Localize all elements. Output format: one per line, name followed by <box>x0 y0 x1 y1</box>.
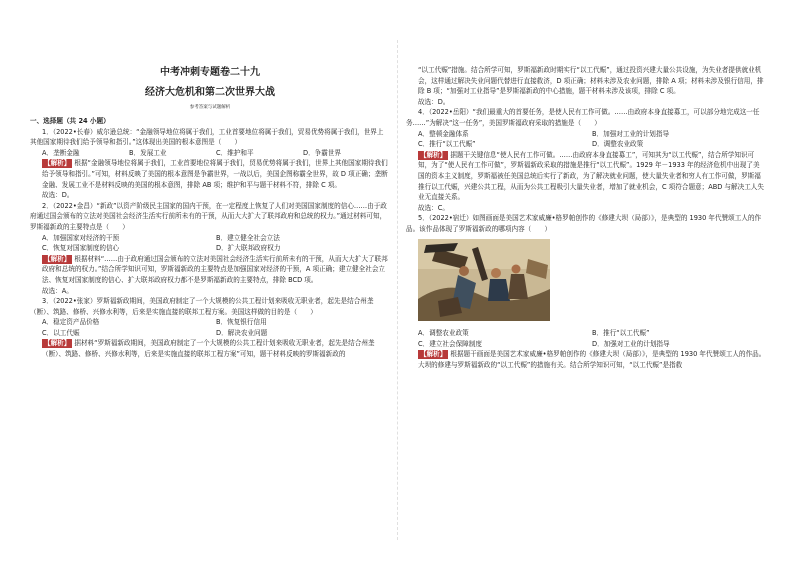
option: A．整顿金融体系 <box>418 129 469 138</box>
question-2-stem: 2．（2022•金昌）“新政”以资产阶级民主国家的国内干预，在一定程度上恢复了人们对美国国家制度的信心……由于政府通过国会颁布的立法对美国社会经济生活实行前所未有的干预，从而大大扩大了联邦政府和总统的权力。”通过材料可知，罗斯福新政的主要特点是（ ） <box>30 201 387 231</box>
question-3-stem: 3．（2022•张家）罗斯福新政期间，美国政府制定了一个大规模的公共工程计划来吸收无职业者，起先是结合州垄（断）、筑路、修桥、兴修水利等，后来是实施直接的联邦工程方案。美国这样做的目的是（ ） <box>30 297 374 316</box>
option: B．恢复银行信用 <box>216 318 267 327</box>
column-divider <box>397 40 398 540</box>
question-2-options <box>30 233 390 254</box>
option: D．调整农业政策 <box>592 140 644 149</box>
question-3-options <box>30 317 390 338</box>
question-2-answer: 故选：A。 <box>42 286 73 295</box>
analysis-tag: 【解析】 <box>420 350 447 359</box>
option: D．加强对工业的计划指导 <box>592 339 670 348</box>
option: D．争霸世界 <box>303 148 342 157</box>
question-2-analysis: 【解析】 根据材料“……由于政府通过国会颁布的立法对美国社会经济生活实行前所未有的干预，从而大大扩大了联邦政府和总统的权力。”结合所学知识可知，罗斯福新政的主要特点是加强国家对经济的干预，A 项正确；建立健全社会立法、恢复对国家制度的信心、扩大联邦政府权力都不是罗斯福新政的主要特点，排除 BCD 项。 <box>42 254 388 284</box>
question-3-analysis-continued: “以工代赈”措施。结合所学可知，罗斯福新政时期实行“以工代赈”，通过投资兴建大量公共设施，为失业者提供就业机会，这样通过解决失业问题代替进行直接救济，D 项正确；材料未涉及农业问题，排除 A 项；材料未涉及银行信用，排除 B 项；“加强对工业指导”是罗斯福新政的中心措施，题干材料未涉及该项，排除 C 项。 <box>418 66 764 96</box>
option: C．维护和平 <box>216 148 254 157</box>
option: A．稳定资产品价格 <box>42 318 100 327</box>
option: C．以工代赈 <box>42 328 80 337</box>
section-heading: 一、选择题（共 24 小题） <box>30 117 110 125</box>
analysis-tag: 【解析】 <box>44 254 71 263</box>
question-4-options <box>406 129 766 150</box>
option: B．推行“以工代赈” <box>592 329 650 338</box>
question-1-analysis: 【解析】 根据“金融领导地位将属于我们，工业首要地位将属于我们，贸易优势将属于我们，世界上其他国家期待我们给予领导和指引。”可知，材料反映了美国的根本意图是争霸世界，一战以后，美国企图称霸全世界，故 D 项正确；垄断金融、发展工业不是材料反映的美国的根本意图，排除 AB 项；维护和平与题干材料不符，排除 C 项。 <box>42 159 388 189</box>
option: B．加强对工业的计划指导 <box>592 129 670 138</box>
page-subtitle: 经济大危机和第二次世界大战 <box>145 87 275 98</box>
answer-caption: 参考答案与试题解析 <box>189 105 231 110</box>
question-5-options <box>406 328 766 349</box>
question-1-stem: 1．（2022•长春）威尔逊总统：“金融领导地位将属于我们，工业首要地位将属于我们，贸易优势将属于我们，世界上其他国家期待我们给予领导和指引。”这体现出美国的根本意图是（ ） <box>30 127 384 147</box>
question-4-stem: 4．（2022•岳阳）“我们最重大的首要任务，是使人民有工作可做。……由政府本身直接募工，可以部分地完成这一任务……”为解决“这一任务”，美国罗斯福政府采取的措施是（ ） <box>406 108 760 127</box>
option: A．调整农业政策 <box>418 329 469 338</box>
right-column <box>406 65 766 370</box>
option: B．建立健全社会立法 <box>216 233 280 242</box>
question-3-answer: 故选：D。 <box>418 97 450 106</box>
option: D．解决农业问题 <box>216 328 268 337</box>
page-title: 中考冲刺专题卷二十九 <box>160 67 260 78</box>
question-4-analysis: 【解析】 据题干关键信息“使人民有工作可做。……由政府本身直接募工”，可知其为“以工代赈”，结合所学知识可知，为了“使人民有工作可做”，罗斯福新政采取的措施是推行“以工代赈”。1929 年－1933 年的经济危机中出现了美国的资本主义制度，罗斯福被任美国总统后实行了新政，为了解决就业问题，使大量失业者和穷人有工作可做，罗斯福推行以工代赈，兴建公共工程，从而为公共工程吸引大量失业者，增加了就业机会，C 项符合题意；ABD 与解决工人失业无直接关系。 <box>418 150 764 202</box>
option: B．发展工业 <box>129 148 167 157</box>
question-1-options <box>30 148 390 159</box>
analysis-tag: 【解析】 <box>44 159 71 168</box>
question-4-answer: 故选：C。 <box>418 203 449 212</box>
option: A．垄断金融 <box>42 148 80 157</box>
left-column <box>30 44 390 360</box>
analysis-tag: 【解析】 <box>420 150 447 159</box>
question-5-analysis: 【解析】 根据题干画面是美国艺术家威廉•格罗帕创作的《修建大坝（局部）》，是典型的 1930 年代赞颂工人的作品。大坝的修建与罗斯福新政的“以工代赈”的措施有关。结合所学知识可知，“以工代赈”是指救 <box>418 350 766 369</box>
option: C．建立社会保障制度 <box>418 339 482 348</box>
question-5-stem: 5．（2022•宿迁）如图画面是美国艺术家威廉•格罗帕创作的《修建大坝（局部）》，是典型的 1930 年代赞颂工人的作品。该作品体现了罗斯福新政的哪项内容（ ） <box>406 214 762 233</box>
dam-painting-image <box>418 239 550 321</box>
option: C．推行“以工代赈” <box>418 140 476 149</box>
option: A．加强国家对经济的干预 <box>42 233 120 242</box>
analysis-tag: 【解析】 <box>44 339 71 348</box>
question-1-answer: 故选：D。 <box>42 191 74 200</box>
question-3-analysis: 【解析】 据材料“罗斯福新政期间，美国政府制定了一个大规模的公共工程计划来吸收无职业者，起先是结合州垄（断）、筑路、修桥、兴修水利等，后来是实施直接的联邦工程方案”可知，题干材料反映的罗斯福新政的 <box>42 339 375 359</box>
option: C．恢复对国家制度的信心 <box>42 244 120 253</box>
option: D．扩大联邦政府权力 <box>216 244 281 253</box>
